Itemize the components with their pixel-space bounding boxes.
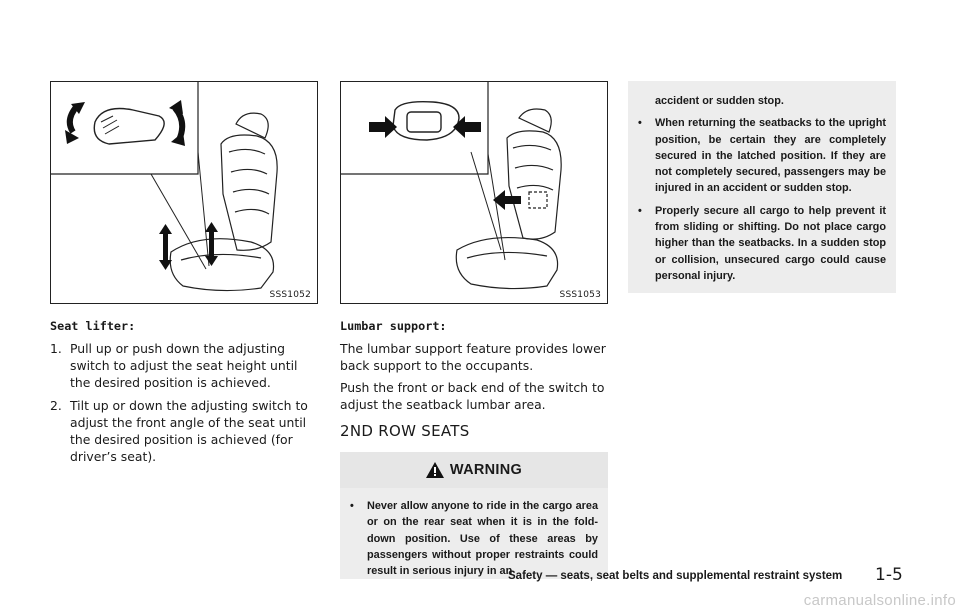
list-item — [50, 340, 318, 391]
section-title: 2ND ROW SEATS — [340, 422, 470, 440]
lumbar-arrow-icon — [493, 190, 521, 210]
figure-seat-lifter — [50, 81, 318, 304]
step-text: Tilt up or down the adjusting switch to adjust the front angle of the seat until the desired position is achieved (for driver’s seat). — [70, 398, 308, 464]
lumbar-paragraph: The lumbar support feature provides lower back support to the occupants. — [340, 341, 606, 373]
seat-outline-icon — [170, 113, 277, 290]
warning-box — [340, 452, 608, 579]
list-item: accident or sudden stop. — [655, 95, 784, 107]
step-text: Pull up or push down the adjusting switch to adjust the seat height until the desired position is achieved. — [70, 341, 298, 390]
list-item: • When returning the seatbacks to the upright position, be certain they are completely secured in the latched position. If they are not completely secured, passengers may be injured in an accident or sudden stop. — [638, 115, 886, 196]
warning-title: WARNING — [449, 461, 523, 478]
figure-lumbar-support — [340, 81, 608, 304]
warning-list — [628, 81, 896, 296]
warning-header — [340, 452, 608, 488]
watermark: carmanualsonline.info — [803, 592, 956, 609]
lumbar-illustration — [341, 82, 609, 305]
seat-lifter-illustration — [51, 82, 319, 305]
footer-section-title: Safety — seats, seat belts and supplemental restraint system — [508, 570, 843, 582]
warning-box-continued — [628, 81, 896, 293]
page-number: 1-5 — [875, 565, 903, 585]
figure-code: SSS1053 — [559, 290, 601, 300]
lumbar-paragraph: Push the front or back end of the switch to adjust the seatback lumbar area. — [340, 380, 605, 412]
seat-lifter-heading: Seat lifter: — [50, 319, 136, 333]
figure-code: SSS1052 — [269, 290, 311, 300]
lumbar-section — [340, 318, 608, 579]
list-item — [50, 397, 318, 465]
list-item: • Properly secure all cargo to help prevent it from sliding or shifting. Do not place cargo higher than the seatbacks. In a sudden stop or collision, unsecured cargo could cause personal injury. — [638, 203, 886, 284]
seat-lifter-steps — [50, 340, 318, 465]
lumbar-heading: Lumbar support: — [340, 319, 447, 333]
list-item: • Never allow anyone to ride in the cargo area or on the rear seat when it is in the fold-down position. Use of these areas by passengers without proper restraints could result in serious injury in an — [350, 498, 598, 579]
lumbar-switch-icon — [393, 102, 459, 140]
lifter-switch-icon — [94, 109, 164, 145]
step-number: 2. — [50, 398, 62, 413]
warning-triangle-icon — [426, 462, 444, 478]
seat-lifter-section — [50, 318, 318, 471]
step-number: 1. — [50, 341, 62, 356]
